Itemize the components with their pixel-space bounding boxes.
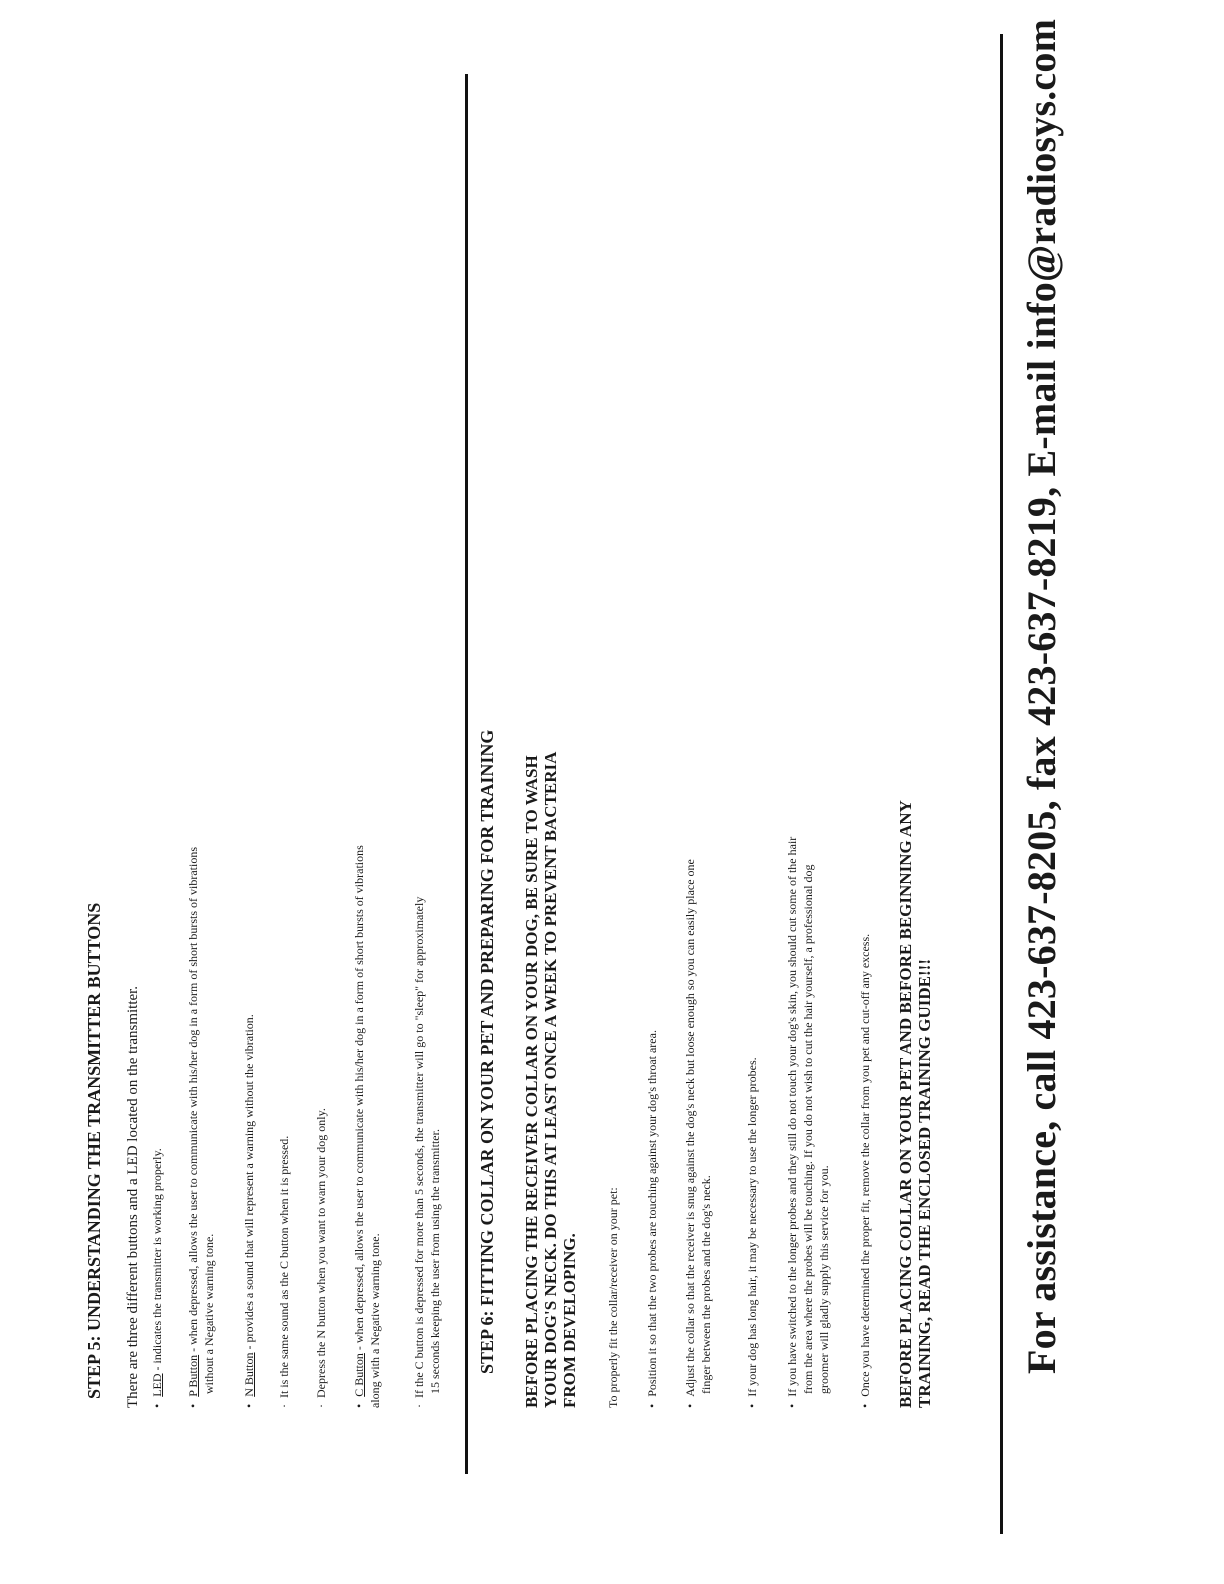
- c-button-item: [352, 845, 366, 1408]
- n-sub-1: · It is the same sound as the C button when it is pressed.: [277, 1136, 291, 1408]
- p-button-text-1: - when depressed, allows the user to communicate with his/her dog in a form of short bursts of vibrations: [186, 846, 200, 1355]
- training-warning-line-1: BEFORE PLACING COLLAR ON YOUR PET AND BEFORE BEGINNING ANY: [896, 800, 915, 1408]
- wash-warning-line-1: BEFORE PLACING THE RECEIVER COLLAR ON YOUR DOG, BE SURE TO WASH: [522, 755, 541, 1408]
- c-button-label: C Button: [352, 1353, 366, 1397]
- led-item: [150, 1148, 164, 1408]
- fit-bullet-4-cont-2: groomer will gladly supply this service for you.: [817, 1165, 831, 1394]
- fit-bullet-2-cont: finger between the probes and the dog's neck.: [699, 1175, 713, 1394]
- wash-warning-line-3: FROM DEVELOPING.: [560, 1233, 579, 1408]
- c-sub-1: · If the C button is depressed for more than 5 seconds, the transmitter will go to "sleep" for approximately: [412, 897, 426, 1408]
- step5-intro: There are three different buttons and a LED located on the transmitter.: [125, 985, 141, 1408]
- p-button-item: [186, 847, 200, 1408]
- fit-bullet-5: • Once you have determined the proper fit, remove the collar from you pet and cut-off any excess.: [858, 934, 872, 1408]
- step6-heading: STEP 6: FITTING COLLAR ON YOUR PET AND PREPARING FOR TRAINING: [477, 729, 497, 1374]
- fit-bullet-4-cont-1: from the area where the probes will be touching. If you do not wish to cut the hair yourself, a professional dog: [801, 864, 815, 1394]
- step5-heading: STEP 5: UNDERSTANDING THE TRANSMITTER BUTTONS: [84, 902, 104, 1399]
- led-label: LED: [150, 1373, 164, 1397]
- fit-bullet-2: • Adjust the collar so that the receiver is snug against the dog's neck but loose enough so you can easily place one: [683, 859, 697, 1408]
- wash-warning-line-2: YOUR DOG'S NECK. DO THIS AT LEAST ONCE A WEEK TO PREVENT BACTERIA: [541, 751, 560, 1408]
- fit-bullet-3: • If your dog has long hair, it may be necessary to use the longer probes.: [745, 1057, 759, 1408]
- n-button-text: - provides a sound that will represent a warning without the vibration.: [242, 1014, 256, 1353]
- section-divider-top: [465, 74, 468, 1474]
- led-text: - indicates the transmitter is working properly.: [150, 1148, 164, 1374]
- n-button-label: N Button: [242, 1352, 256, 1397]
- section-divider-bottom: [1000, 34, 1003, 1534]
- training-warning-line-2: TRAINING, READ THE ENCLOSED TRAINING GUIDE!!!: [915, 959, 934, 1408]
- c-sub-2: 15 seconds keeping the user from using the transmitter.: [428, 1129, 442, 1394]
- p-button-label: P Button: [186, 1354, 200, 1397]
- c-button-text-2: along with a Negative warning tone.: [368, 1233, 382, 1408]
- p-button-text-2: without a Negative warning tone.: [202, 1233, 216, 1394]
- n-button-item: [242, 1014, 256, 1408]
- c-button-text-1: - when depressed, allows the user to communicate with his/her dog in a form of short bursts of vibrations: [352, 845, 366, 1354]
- n-sub-2: · Depress the N button when you want to warn your dog only.: [314, 1108, 328, 1408]
- fit-bullet-1: • Position it so that the two probes are touching against your dog's throat area.: [645, 1030, 659, 1408]
- contact-line: For assistance, call 423-637-8205, fax 423-637-8219, E-mail info@radiosys.com: [1019, 18, 1064, 1374]
- fit-bullet-4: • If you have switched to the longer probes and they still do not touch your dog's skin, you should cut some of the hair: [785, 837, 799, 1408]
- fit-intro: To properly fit the collar/receiver on your pet:: [606, 1187, 620, 1408]
